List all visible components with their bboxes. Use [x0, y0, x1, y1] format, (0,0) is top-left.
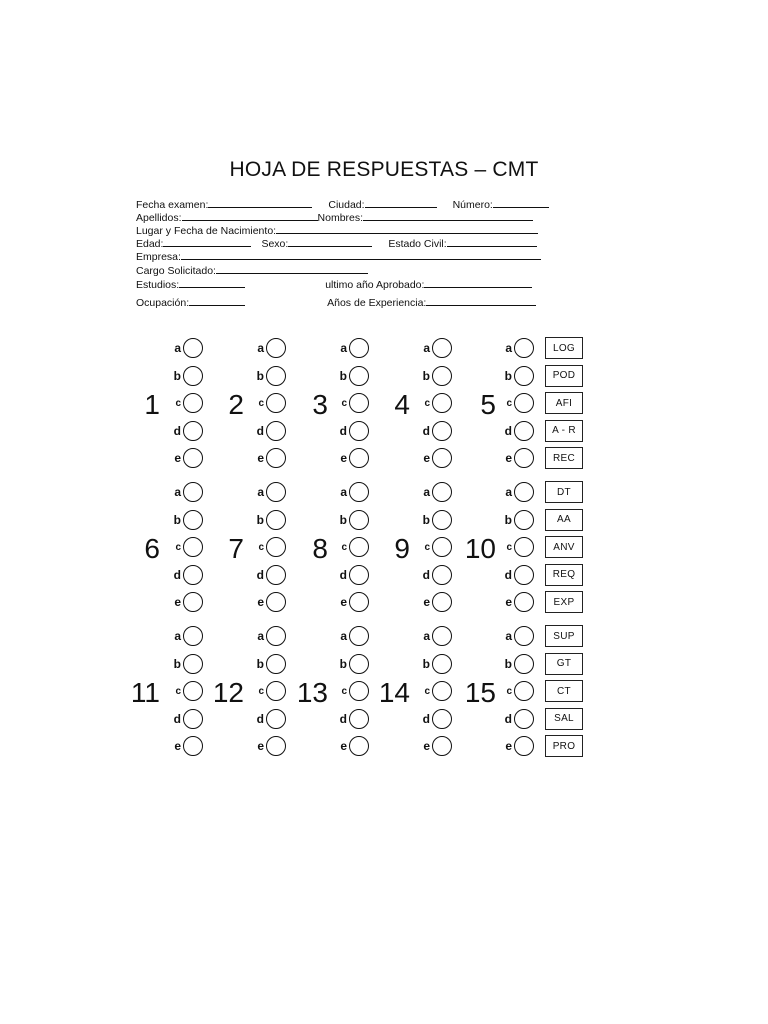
- answer-bubble-15-d[interactable]: [514, 709, 534, 729]
- option-letter: a: [174, 341, 181, 355]
- answer-option: [502, 509, 534, 531]
- code-box: A - R: [545, 420, 583, 442]
- answer-bubble-4-c[interactable]: [432, 393, 452, 413]
- option-letter: d: [339, 711, 347, 726]
- answer-bubble-8-c[interactable]: [349, 537, 369, 557]
- empresa-field[interactable]: [181, 250, 541, 260]
- answer-bubble-1-b[interactable]: [183, 366, 203, 386]
- answer-bubble-4-d[interactable]: [432, 421, 452, 441]
- option-letter: e: [423, 595, 430, 609]
- option-letter: c: [424, 397, 430, 409]
- answer-option: [420, 735, 452, 757]
- answer-bubble-10-e[interactable]: [514, 592, 534, 612]
- row-lugar-fecha: [136, 224, 538, 237]
- question-number: 6: [144, 533, 160, 564]
- answer-option: [171, 337, 203, 359]
- numero-field[interactable]: [493, 198, 549, 208]
- code-box: PRO: [545, 735, 583, 757]
- row-empresa: [136, 250, 541, 263]
- answer-bubble-2-d[interactable]: [266, 421, 286, 441]
- answer-bubble-6-e[interactable]: [183, 592, 203, 612]
- answer-bubble-9-a[interactable]: [432, 482, 452, 502]
- question-number: 3: [312, 389, 328, 420]
- answer-bubble-15-c[interactable]: [514, 681, 534, 701]
- option-letter: a: [174, 629, 181, 643]
- answer-option: [171, 591, 203, 613]
- ciudad-field[interactable]: [365, 198, 437, 208]
- lugar-fecha-field[interactable]: [276, 224, 538, 234]
- ciudad-label: Ciudad:: [328, 199, 365, 211]
- option-letter: b: [256, 368, 264, 383]
- question-number: 8: [312, 533, 328, 564]
- option-letter: e: [174, 739, 181, 753]
- answer-option: [420, 653, 452, 675]
- option-letter: b: [339, 368, 347, 383]
- question-number: 5: [480, 389, 496, 420]
- answer-option: [502, 392, 534, 414]
- option-letter: d: [422, 711, 430, 726]
- answer-bubble-6-a[interactable]: [183, 482, 203, 502]
- answer-bubble-12-b[interactable]: [266, 654, 286, 674]
- option-letter: c: [175, 397, 181, 409]
- option-letter: a: [257, 485, 264, 499]
- answer-option: [171, 680, 203, 702]
- answer-bubble-13-e[interactable]: [349, 736, 369, 756]
- lugar-fecha-label: Lugar y Fecha de Nacimiento:: [136, 225, 277, 237]
- answer-bubble-4-b[interactable]: [432, 366, 452, 386]
- answer-option: [171, 708, 203, 730]
- answer-option: [502, 625, 534, 647]
- answer-option: [420, 420, 452, 442]
- answer-option: [254, 536, 286, 558]
- nombres-field[interactable]: [363, 211, 533, 221]
- answer-bubble-1-c[interactable]: [183, 393, 203, 413]
- row-apellidos-nombres: [136, 211, 533, 224]
- option-letter: d: [504, 567, 512, 582]
- question-number: 1: [144, 389, 160, 420]
- option-letter: d: [504, 711, 512, 726]
- option-letter: c: [258, 541, 264, 553]
- answer-option: [171, 392, 203, 414]
- answer-option: [420, 509, 452, 531]
- answer-bubble-4-e[interactable]: [432, 448, 452, 468]
- option-letter: c: [506, 685, 512, 697]
- option-letter: c: [258, 685, 264, 697]
- estado-civil-label: Estado Civil:: [388, 238, 447, 250]
- apellidos-field[interactable]: [182, 211, 318, 221]
- answer-option: [254, 365, 286, 387]
- option-letter: b: [173, 656, 181, 671]
- answer-option: [420, 625, 452, 647]
- answer-option: [502, 591, 534, 613]
- answer-bubble-1-e[interactable]: [183, 448, 203, 468]
- code-box: LOG: [545, 337, 583, 359]
- option-letter: e: [340, 451, 347, 465]
- option-letter: a: [505, 485, 512, 499]
- question-number: 14: [378, 677, 410, 708]
- anios-experiencia-field[interactable]: [426, 296, 536, 306]
- code-box: AA: [545, 509, 583, 531]
- ultimo-anio-label: ultimo año Aprobado:: [325, 279, 425, 291]
- answer-bubble-6-b[interactable]: [183, 510, 203, 530]
- answer-bubble-13-c[interactable]: [349, 681, 369, 701]
- code-box: ANV: [545, 536, 583, 558]
- nombres-label: Nombres:: [317, 212, 364, 224]
- answer-bubble-10-a[interactable]: [514, 482, 534, 502]
- answer-option: [171, 420, 203, 442]
- answer-bubble-13-b[interactable]: [349, 654, 369, 674]
- answer-option: [502, 447, 534, 469]
- code-box: REQ: [545, 564, 583, 586]
- answer-option: [337, 337, 369, 359]
- answer-bubble-7-c[interactable]: [266, 537, 286, 557]
- option-letter: e: [505, 451, 512, 465]
- answer-option: [337, 708, 369, 730]
- answer-bubble-11-a[interactable]: [183, 626, 203, 646]
- ultimo-anio-field[interactable]: [424, 278, 532, 288]
- option-letter: c: [175, 541, 181, 553]
- answer-bubble-13-d[interactable]: [349, 709, 369, 729]
- answer-bubble-2-e[interactable]: [266, 448, 286, 468]
- option-letter: b: [504, 368, 512, 383]
- option-letter: c: [341, 685, 347, 697]
- cargo-label: Cargo Solicitado:: [136, 265, 216, 277]
- answer-bubble-9-c[interactable]: [432, 537, 452, 557]
- answer-bubble-15-b[interactable]: [514, 654, 534, 674]
- option-letter: c: [341, 541, 347, 553]
- option-letter: a: [423, 629, 430, 643]
- option-letter: e: [423, 739, 430, 753]
- option-letter: c: [175, 685, 181, 697]
- option-letter: b: [256, 656, 264, 671]
- answer-bubble-12-c[interactable]: [266, 681, 286, 701]
- answer-option: [502, 536, 534, 558]
- answer-option: [502, 481, 534, 503]
- answer-option: [337, 509, 369, 531]
- answer-bubble-8-a[interactable]: [349, 482, 369, 502]
- code-box: POD: [545, 365, 583, 387]
- row-edad-sexo-estado: [136, 237, 537, 250]
- answer-bubble-11-e[interactable]: [183, 736, 203, 756]
- answer-option: [502, 680, 534, 702]
- option-letter: e: [174, 451, 181, 465]
- answer-bubble-7-a[interactable]: [266, 482, 286, 502]
- answer-bubble-5-a[interactable]: [514, 338, 534, 358]
- answer-option: [420, 536, 452, 558]
- answer-bubble-14-d[interactable]: [432, 709, 452, 729]
- answer-bubble-14-a[interactable]: [432, 626, 452, 646]
- option-letter: e: [257, 739, 264, 753]
- option-letter: e: [174, 595, 181, 609]
- answer-option: [420, 365, 452, 387]
- option-letter: d: [173, 567, 181, 582]
- estado-civil-field[interactable]: [447, 237, 537, 247]
- option-letter: e: [257, 595, 264, 609]
- answer-bubble-15-a[interactable]: [514, 626, 534, 646]
- answer-bubble-7-d[interactable]: [266, 565, 286, 585]
- answer-option: [171, 447, 203, 469]
- answer-option: [171, 625, 203, 647]
- answer-option: [254, 625, 286, 647]
- answer-bubble-6-d[interactable]: [183, 565, 203, 585]
- answer-bubble-12-a[interactable]: [266, 626, 286, 646]
- option-letter: b: [422, 368, 430, 383]
- question-number: 13: [296, 677, 328, 708]
- cargo-field[interactable]: [216, 264, 368, 274]
- answer-bubble-5-e[interactable]: [514, 448, 534, 468]
- answer-bubble-9-b[interactable]: [432, 510, 452, 530]
- question-number: 12: [212, 677, 244, 708]
- answer-option: [254, 509, 286, 531]
- answer-option: [420, 680, 452, 702]
- document-title: HOJA DE RESPUESTAS – CMT: [229, 158, 539, 181]
- option-letter: b: [173, 512, 181, 527]
- answer-option: [337, 735, 369, 757]
- option-letter: b: [422, 512, 430, 527]
- option-letter: b: [173, 368, 181, 383]
- ocupacion-field[interactable]: [189, 296, 245, 306]
- answer-bubble-8-d[interactable]: [349, 565, 369, 585]
- edad-label: Edad:: [136, 238, 164, 250]
- answer-bubble-11-d[interactable]: [183, 709, 203, 729]
- answer-option: [254, 447, 286, 469]
- answer-option: [502, 365, 534, 387]
- option-letter: d: [173, 423, 181, 438]
- option-letter: c: [424, 541, 430, 553]
- question-number: 2: [228, 389, 244, 420]
- option-letter: a: [423, 341, 430, 355]
- code-box: DT: [545, 481, 583, 503]
- answer-option: [337, 680, 369, 702]
- answer-option: [254, 708, 286, 730]
- option-letter: e: [340, 739, 347, 753]
- code-box: AFI: [545, 392, 583, 414]
- answer-option: [420, 564, 452, 586]
- answer-bubble-5-c[interactable]: [514, 393, 534, 413]
- answer-option: [502, 735, 534, 757]
- option-letter: b: [504, 656, 512, 671]
- answer-bubble-15-e[interactable]: [514, 736, 534, 756]
- option-letter: c: [258, 397, 264, 409]
- answer-bubble-6-c[interactable]: [183, 537, 203, 557]
- question-number: 10: [464, 533, 496, 564]
- answer-option: [502, 708, 534, 730]
- answer-option: [420, 591, 452, 613]
- answer-bubble-3-d[interactable]: [349, 421, 369, 441]
- answer-bubble-13-a[interactable]: [349, 626, 369, 646]
- answer-bubble-14-c[interactable]: [432, 681, 452, 701]
- option-letter: b: [339, 512, 347, 527]
- estudios-field[interactable]: [179, 278, 245, 288]
- answer-bubble-1-d[interactable]: [183, 421, 203, 441]
- option-letter: b: [339, 656, 347, 671]
- option-letter: b: [504, 512, 512, 527]
- option-letter: b: [256, 512, 264, 527]
- answer-bubble-14-e[interactable]: [432, 736, 452, 756]
- option-letter: d: [339, 567, 347, 582]
- option-letter: d: [256, 567, 264, 582]
- option-letter: a: [505, 341, 512, 355]
- answer-bubble-1-a[interactable]: [183, 338, 203, 358]
- answer-option: [171, 653, 203, 675]
- answer-option: [254, 420, 286, 442]
- edad-field[interactable]: [163, 237, 251, 247]
- estudios-label: Estudios:: [136, 279, 180, 291]
- answer-bubble-7-b[interactable]: [266, 510, 286, 530]
- ocupacion-label: Ocupación:: [136, 297, 190, 309]
- numero-label: Número:: [452, 199, 493, 211]
- answer-bubble-2-a[interactable]: [266, 338, 286, 358]
- code-box: CT: [545, 680, 583, 702]
- answer-option: [171, 509, 203, 531]
- option-letter: c: [506, 397, 512, 409]
- option-letter: d: [422, 567, 430, 582]
- answer-option: [171, 536, 203, 558]
- option-letter: d: [256, 423, 264, 438]
- option-letter: c: [506, 541, 512, 553]
- answer-option: [502, 420, 534, 442]
- answer-option: [337, 420, 369, 442]
- answer-bubble-5-d[interactable]: [514, 421, 534, 441]
- answer-bubble-3-c[interactable]: [349, 393, 369, 413]
- answer-option: [337, 536, 369, 558]
- answer-option: [171, 481, 203, 503]
- fecha-examen-field[interactable]: [208, 198, 312, 208]
- apellidos-label: Apellidos:: [136, 212, 182, 224]
- question-number: 7: [228, 533, 244, 564]
- answer-option: [254, 653, 286, 675]
- code-box: EXP: [545, 591, 583, 613]
- answer-option: [254, 564, 286, 586]
- option-letter: d: [256, 711, 264, 726]
- option-letter: a: [340, 341, 347, 355]
- answer-bubble-8-b[interactable]: [349, 510, 369, 530]
- answer-bubble-4-a[interactable]: [432, 338, 452, 358]
- answer-option: [337, 365, 369, 387]
- answer-option: [171, 564, 203, 586]
- code-box: REC: [545, 447, 583, 469]
- option-letter: e: [340, 595, 347, 609]
- answer-option: [171, 365, 203, 387]
- empresa-label: Empresa:: [136, 251, 181, 263]
- option-letter: d: [339, 423, 347, 438]
- code-box: GT: [545, 653, 583, 675]
- option-letter: c: [341, 397, 347, 409]
- answer-bubble-12-e[interactable]: [266, 736, 286, 756]
- option-letter: e: [505, 595, 512, 609]
- row-ocupacion-anios: [136, 296, 536, 309]
- anios-experiencia-label: Años de Experiencia:: [327, 297, 427, 309]
- row-fecha-ciudad-numero: [136, 198, 549, 211]
- row-cargo: [136, 264, 368, 277]
- answer-option: [337, 392, 369, 414]
- answer-option: [502, 337, 534, 359]
- option-letter: a: [505, 629, 512, 643]
- option-letter: d: [173, 711, 181, 726]
- sexo-label: Sexo:: [261, 238, 289, 250]
- option-letter: d: [504, 423, 512, 438]
- option-letter: d: [422, 423, 430, 438]
- option-letter: b: [422, 656, 430, 671]
- answer-option: [337, 481, 369, 503]
- answer-bubble-5-b[interactable]: [514, 366, 534, 386]
- answer-bubble-2-c[interactable]: [266, 393, 286, 413]
- answer-option: [337, 447, 369, 469]
- question-number: 15: [464, 677, 496, 708]
- option-letter: a: [174, 485, 181, 499]
- sexo-field[interactable]: [288, 237, 372, 247]
- row-estudios-ultimo: [136, 278, 532, 291]
- question-number: 4: [394, 389, 410, 420]
- answer-option: [254, 481, 286, 503]
- answer-bubble-14-b[interactable]: [432, 654, 452, 674]
- answer-option: [420, 481, 452, 503]
- option-letter: a: [340, 629, 347, 643]
- option-letter: e: [257, 451, 264, 465]
- answer-option: [254, 392, 286, 414]
- option-letter: e: [423, 451, 430, 465]
- answer-option: [254, 735, 286, 757]
- answer-option: [171, 735, 203, 757]
- answer-bubble-7-e[interactable]: [266, 592, 286, 612]
- answer-bubble-10-d[interactable]: [514, 565, 534, 585]
- answer-option: [254, 337, 286, 359]
- answer-option: [502, 653, 534, 675]
- answer-bubble-8-e[interactable]: [349, 592, 369, 612]
- answer-option: [502, 564, 534, 586]
- answer-option: [337, 591, 369, 613]
- answer-bubble-9-d[interactable]: [432, 565, 452, 585]
- option-letter: c: [424, 685, 430, 697]
- code-box: SAL: [545, 708, 583, 730]
- fecha-examen-label: Fecha examen:: [136, 199, 209, 211]
- answer-option: [254, 591, 286, 613]
- answer-bubble-11-b[interactable]: [183, 654, 203, 674]
- code-box: SUP: [545, 625, 583, 647]
- answer-bubble-3-e[interactable]: [349, 448, 369, 468]
- answer-option: [337, 564, 369, 586]
- answer-option: [420, 337, 452, 359]
- answer-bubble-3-a[interactable]: [349, 338, 369, 358]
- answer-bubble-10-b[interactable]: [514, 510, 534, 530]
- answer-bubble-2-b[interactable]: [266, 366, 286, 386]
- option-letter: a: [257, 341, 264, 355]
- question-number: 11: [130, 677, 160, 708]
- answer-bubble-3-b[interactable]: [349, 366, 369, 386]
- question-number: 9: [394, 533, 410, 564]
- answer-bubble-10-c[interactable]: [514, 537, 534, 557]
- answer-bubble-9-e[interactable]: [432, 592, 452, 612]
- answer-option: [420, 392, 452, 414]
- answer-option: [254, 680, 286, 702]
- option-letter: e: [505, 739, 512, 753]
- answer-bubble-11-c[interactable]: [183, 681, 203, 701]
- option-letter: a: [257, 629, 264, 643]
- option-letter: a: [340, 485, 347, 499]
- answer-option: [337, 625, 369, 647]
- answer-option: [420, 708, 452, 730]
- answer-option: [420, 447, 452, 469]
- answer-option: [337, 653, 369, 675]
- answer-bubble-12-d[interactable]: [266, 709, 286, 729]
- option-letter: a: [423, 485, 430, 499]
